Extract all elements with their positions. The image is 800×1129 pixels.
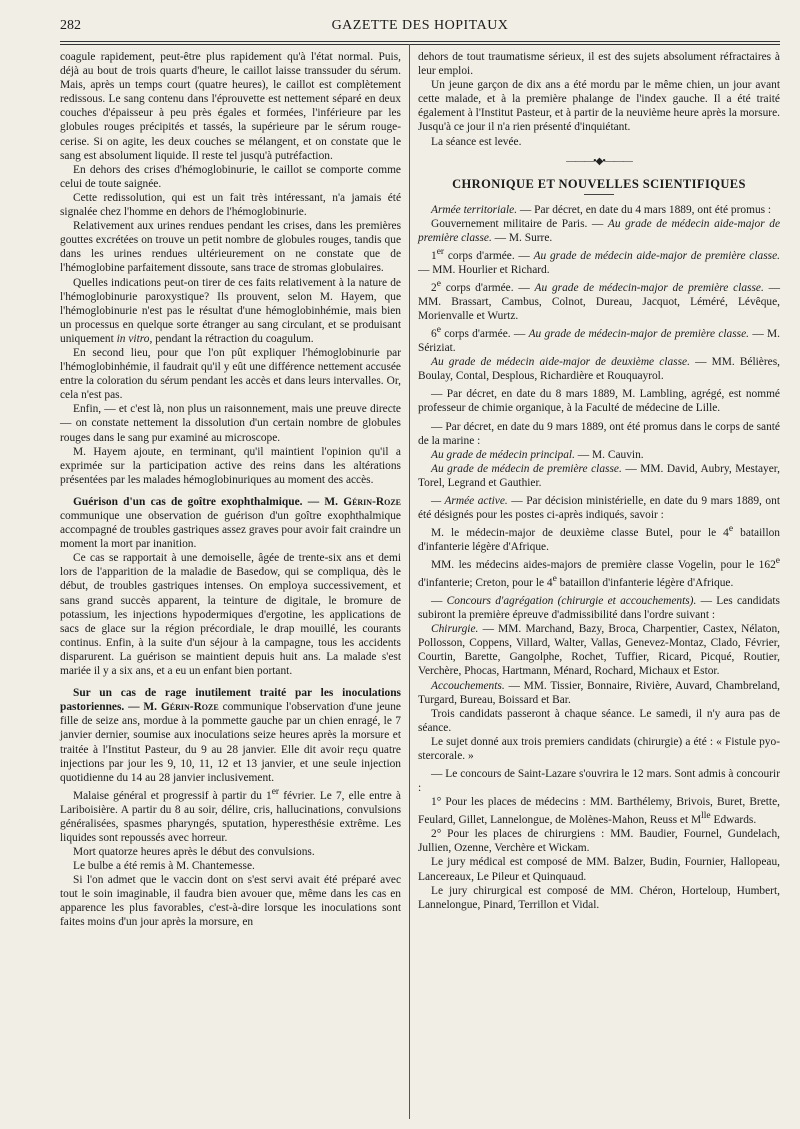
left-column: [60, 50, 401, 930]
column-divider: [409, 44, 410, 1119]
paragraph: Relativement aux urines rendues pendant les crises, dans les premières gouttes excrétées on trouve un petit nombre de globules rouges, tandis que dans les urines rendues ultérieurement on ne constate que de l'hémoglobine parfaitement dissoute, sans trace de stromas globulaires.: [60, 220, 401, 275]
ornament-divider: ———•◆•———: [566, 155, 632, 167]
paragraph: 1er corps d'armée. — Au grade de médecin aide-major de première classe. — MM. Hourlier et Richard.: [418, 247, 780, 277]
paragraph: — Le concours de Saint-Lazare s'ouvrira le 12 mars. Sont admis à concourir :: [418, 768, 780, 795]
paragraph: Le jury chirurgical est composé de MM. Chéron, Horteloup, Humbert, Lannelongue, Pinard, Terrillon et Vidal.: [418, 884, 780, 911]
section-author: — M. Gérin-Roze: [128, 701, 219, 714]
chronique-title: CHRONIQUE ET NOUVELLES SCIENTIFIQUES: [452, 176, 746, 191]
paragraph: Au grade de médecin de première classe. — MM. David, Aubry, Mestayer, Torel, Legrand et Gauthier.: [418, 462, 780, 489]
header-rule-top: [60, 41, 780, 42]
paragraph: Gouvernement militaire de Paris. — Au grade de médecin aide-major de première classe. — M. Surre.: [418, 217, 781, 245]
paragraph: Chirurgie. — MM. Marchand, Bazy, Broca, Charpentier, Castex, Nélaton, Pollosson, Coppens, Villard, Walter, Vallas, Genevez-Montaz, Clado, Février, Courtin, Barette, Gangolphe, Rochet, Tuffier, Ricard, Picqué, Routier, Verchère, Phocas, Hartmann, Ménard, Rochard, Michaux et Estor.: [418, 623, 780, 678]
paragraph: Ce cas se rapportait à une demoiselle, âgée de trente-six ans et demi lors de l'apparition de la maladie de Basedow, qui se compliqua, dès le début, de troubles gastriques intenses. On employa successivement, et sans grand succès apparent, la teinture de digitale, le bromure de potassium, les injections hypodermiques d'ergotine, les applications de sacs de glace sur la région précordiale, le drap mouillé, les courants continus. Enfin, à la suite d'un séjour à la campagne, tous les accidents disparurent. La guérison se maintient depuis huit ans. La malade s'est mariée il y a six ans, et a eu un enfant bien portant.: [60, 552, 401, 678]
paragraph: La séance est levée.: [431, 135, 522, 148]
paragraph: coagule rapidement, peut-être plus rapidement qu'à l'état normal. Puis, déjà au bout de trois quarts d'heure, le caillot laisse transsuder du sérum. Mais, après un temps court (quatre heures), le caillot est complètement redissous. Le sang contenu dans l'éprouvette est nettement séparé en deux couches d'épaisseur à peu près égales et formées, l'inférieure par les globules rouges précipités et tassés, la supérieure par le sérum rouge-cerise. Si on agite, les deux couches se mélangent, et on constate que le sang est absolument liquide. Il reste tel jusqu'à putréfaction.: [60, 51, 401, 162]
header-rule-bottom: [60, 44, 780, 45]
paragraph: Le bulbe a été remis à M. Chantemesse.: [73, 860, 255, 873]
running-title: GAZETTE DES HOPITAUX: [331, 18, 509, 33]
paragraph: 1° Pour les places de médecins : MM. Barthélemy, Brivois, Buret, Brette, Feulard, Gillet, Lannelongue, de Molènes-Mahon, Reuss et $M^{lle}$ Edwards.: [418, 796, 780, 827]
paragraph: Le jury médical est composé de MM. Balzer, Budin, Fournier, Hallopeau, Lancereaux, Le Pileur et Quinquaud.: [418, 856, 780, 883]
paragraph: Un jeune garçon de dix ans a été mordu par le même chien, un jour avant cette malade, et à la première phalange de l'index gauche. Il a été traité également à l'Institut Pasteur, et à partir de la neuvième heure après la morsure. Jusqu'à ce jour il n'a rien présenté d'inquiétant.: [418, 79, 780, 134]
paragraph: M. Hayem ajoute, en terminant, qu'il maintient l'opinion qu'il a exprimée sur la participation active des reins dans les altérations présentées par les malades hémoglobinuriques au moment des accès.: [60, 445, 401, 486]
paragraph: Accouchements. — MM. Tissier, Bonnaire, Rivière, Auvard, Chambreland, Turgard, Bureau, Boissard et Bar.: [418, 679, 780, 706]
paragraph: dehors de tout traumatisme sérieux, il est des sujets absolument réfractaires à leur emploi.: [418, 51, 780, 78]
section-title: Sur un cas de rage inutilement traité par les inoculations pastoriennes.: [60, 687, 401, 714]
section-rage: Sur un cas de rage inutilement traité par les inoculations pastoriennes. — M. Gérin-Roze communique l'observation d'une jeune fille de seize ans, mordue à la pommette gauche par un chien enragé, le 7 janvier dernier, soumise aux inoculations seize heures après la morsure et traitée à l'Institut Pasteur, du 9 au 28 janvier. Elle dit avoir reçu quatre injections par jour les 9, 10, 11, 12 et 13 janvier, et une seule injection quotidienne du 14 au 28 janvier inclusivement.: [60, 687, 401, 784]
paragraph: Trois candidats passeront à chaque séance. Le samedi, il n'y aura pas de séance.: [418, 707, 780, 734]
paragraph: 6e corps d'armée. — Au grade de médecin-major de première classe. — M. Sériziat.: [418, 325, 780, 355]
paragraph: 2e corps d'armée. — Au grade de médecin-major de première classe. — MM. Brassart, Cambus, Colnot, Dureau, Jacquot, Léméré, Lévêque, Morienvalle et Wurtz.: [418, 279, 780, 323]
paragraph: 2° Pour les places de chirurgiens : MM. Baudier, Fournel, Gundelach, Jullien, Ozenne, Verchère et Wickam.: [418, 828, 780, 855]
paragraph: Au grade de médecin principal. — M. Cauvin.: [431, 448, 644, 461]
paragraph: Au grade de médecin aide-major de deuxième classe. — MM. Bélières, Boulay, Contal, Desplous, Richardière et Rouquayrol.: [418, 356, 780, 383]
paragraph: — Par décret, en date du 8 mars 1889, M. Lambling, agrégé, est nommé professeur de chimie organique, à la Faculté de médecine de Lille.: [418, 388, 780, 415]
paragraph: Malaise général et progressif à partir du 1er février. Le 7, elle entre à Lariboisière. A partir du 8 au soir, délire, cris, hallucinations, convulsions généralisées, spasmes pharyngés, sputation, hyperesthésie extrême. Les liquides sont repoussés avec horreur.: [60, 786, 401, 844]
paragraph: MM. les médecins aides-majors de première classe Vogelin, pour le 162e d'infanterie; Creton, pour le 4e bataillon d'infanterie légère d'Afrique.: [418, 556, 780, 589]
paragraph: Si l'on admet que le vaccin dont on s'est servi avait été préparé avec tout le soin imaginable, il faudra bien avouer que, même dans les cas en apparence les plus favorables, c'est-à-dire lorsque les inoculations sont faites moins d'un jour après la morsure, en: [60, 874, 401, 929]
paragraph: Cette redissolution, qui est un fait très intéressant, n'a jamais été signalée chez l'homme en dehors de l'hémoglobinurie.: [60, 191, 401, 219]
title-rule: [584, 194, 614, 195]
paragraph: M. le médecin-major de deuxième classe Butel, pour le 4e bataillon d'infanterie légère d'Afrique.: [418, 524, 780, 554]
paragraph: Le sujet donné aux trois premiers candidats (chirurgie) a été : « Fistule pyo-stercorale. »: [418, 735, 780, 762]
section-title: Guérison d'un cas de goître exophthalmique.: [73, 495, 303, 508]
paragraph: — Armée active. — Par décision ministérielle, en date du 9 mars 1889, ont été désignés pour les postes ci-après indiqués, savoir :: [418, 495, 780, 522]
paragraph: Enfin, — et c'est là, non plus un raisonnement, mais une preuve directe — on constate nettement la dissolution d'un certain nombre de globules rouges dans le sang pur examiné au microscope.: [60, 403, 401, 444]
paragraph: — Concours d'agrégation (chirurgie et accouchements). — Les candidats subiront la première épreuve d'admissibilité dans l'ordre suivant :: [418, 594, 780, 622]
page-header: [60, 18, 780, 40]
right-column: [418, 50, 780, 912]
page-number: 282: [60, 18, 81, 33]
paragraph: Armée territoriale. — Par décret, en date du 4 mars 1889, ont été promus :: [431, 203, 772, 216]
paragraph: Quelles indications peut-on tirer de ces faits relativement à la nature de l'hémoglobinurie paroxystique? Ils prouvent, selon M. Hayem, que l'hémoglobinurie n'est pas le résultat d'une hémoglobinhémie, mais bien un processus en quelque sorte étranger au sang circulant, et se produisant uniquement in vitro, pendant la rétraction du coagulum.: [60, 276, 401, 345]
section-goitre: Guérison d'un cas de goître exophthalmique. — M. Gérin-Roze communique une observation de guérison d'un goître exophthalmique accompagné de troubles gastriques assez graves pour avoir fait craindre un moment la mort par inanition.: [60, 495, 401, 551]
paragraph: — Par décret, en date du 9 mars 1889, ont été promus dans le corps de santé de la marine :: [418, 420, 780, 447]
section-author: — M. Gérin-Roze: [307, 495, 401, 508]
paragraph: Mort quatorze heures après le début des convulsions.: [73, 845, 315, 858]
paragraph: En second lieu, pour que l'on pût expliquer l'hémoglobinurie par l'hémoglobinhémie, il faudrait qu'il y eût une différence nettement accusée entre la coloration du sérum pendant les accès et dans leurs intervalles. Or, cela n'est pas.: [60, 346, 401, 402]
paragraph: En dehors des crises d'hémoglobinurie, le caillot se comporte comme celui de toute saignée.: [60, 163, 401, 190]
